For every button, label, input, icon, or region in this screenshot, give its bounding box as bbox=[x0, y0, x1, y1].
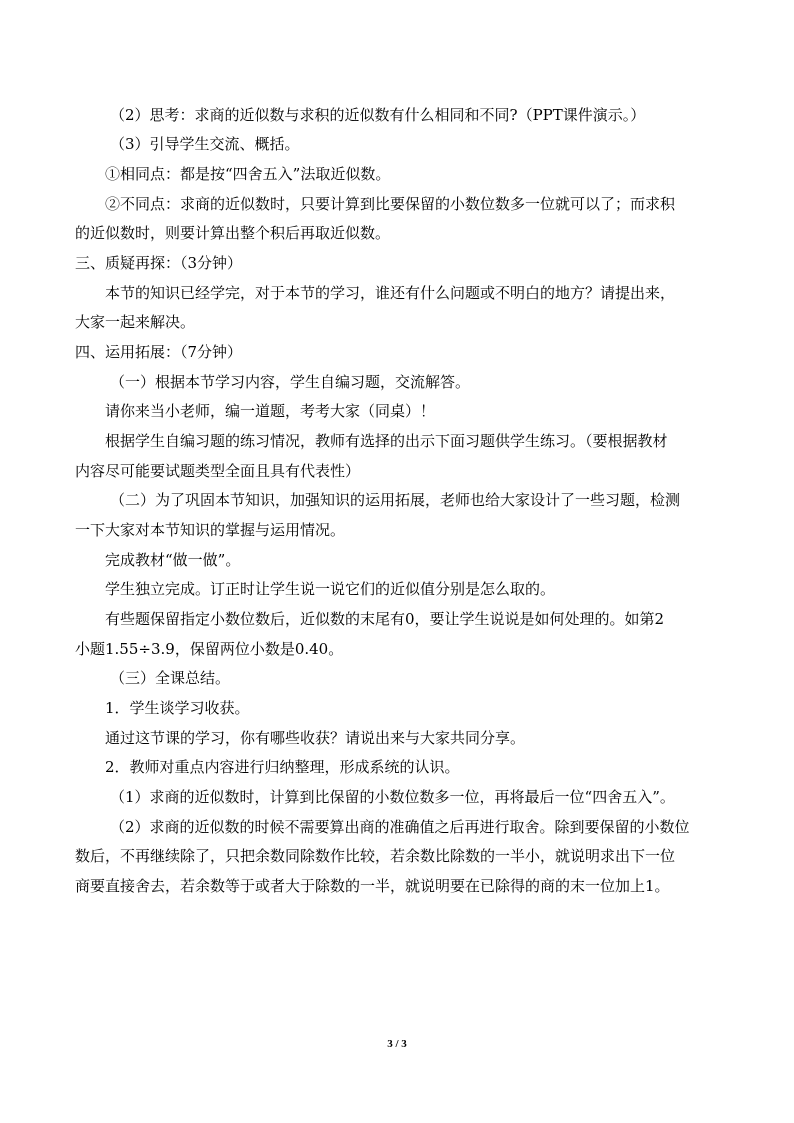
section-heading: 三、质疑再探：（3分钟） bbox=[75, 254, 243, 272]
paragraph-line: （二）为了巩固本节知识，加强知识的运用拓展，老师也给大家设计了一些习题，检测 bbox=[110, 491, 681, 509]
paragraph-line: 商要直接舍去，若余数等于或者大于除数的一半，就说明要在已除得的商的末一位加上1。 bbox=[75, 877, 670, 895]
page-number: 3 / 3 bbox=[387, 1038, 407, 1050]
paragraph-line: （2）求商的近似数的时候不需要算出商的准确值之后再进行取舍。除到要保留的小数位 bbox=[110, 818, 690, 836]
paragraph-line: 内容尽可能要试题类型全面且具有代表性） bbox=[75, 462, 361, 480]
paragraph-line: 学生独立完成。订正时让学生说一说它们的近似值分别是怎么取的。 bbox=[105, 580, 556, 598]
paragraph-line: （3）引导学生交流、概括。 bbox=[110, 135, 300, 153]
paragraph-line: 有些题保留指定小数位数后，近似数的末尾有0，要让学生说说是如何处理的。如第2 bbox=[105, 610, 665, 628]
paragraph-line: 2．教师对重点内容进行归纳整理，形成系统的认识。 bbox=[105, 758, 460, 776]
paragraph-line: （2）思考：求商的近似数与求积的近似数有什么相同和不同?（PPT课件演示。） bbox=[110, 106, 646, 124]
paragraph-line: 根据学生自编习题的练习情况，教师有选择的出示下面习题供学生练习。（要根据教材 bbox=[105, 432, 668, 450]
paragraph-line: 请你来当小老师，编一道题，考考大家（同桌）！ bbox=[105, 402, 436, 420]
paragraph-line: 数后，不再继续除了，只把余数同除数作比较，若余数比除数的一半小，就说明求出下一位 bbox=[75, 847, 676, 865]
paragraph-line: 1．学生谈学习收获。 bbox=[105, 699, 250, 717]
paragraph-line: （1）求商的近似数时，计算到比保留的小数位数多一位，再将最后一位“四舍五入”。 bbox=[110, 788, 675, 806]
paragraph-line: （三）全课总结。 bbox=[110, 669, 231, 687]
section-heading: 四、运用拓展：（7分钟） bbox=[75, 343, 243, 361]
paragraph-line: 大家一起来解决。 bbox=[75, 313, 196, 331]
paragraph-line: 小题1.55÷3.9，保留两位小数是0.40。 bbox=[75, 640, 344, 658]
paragraph-line: （一）根据本节学习内容，学生自编习题，交流解答。 bbox=[110, 373, 471, 391]
paragraph-line: 通过这节课的学习，你有哪些收获？请说出来与大家共同分享。 bbox=[105, 729, 526, 747]
paragraph-line: ①相同点：都是按“四舍五入”法取近似数。 bbox=[105, 165, 391, 183]
paragraph-line: 的近似数时，则要计算出整个积后再取近似数。 bbox=[75, 224, 391, 242]
paragraph-line: 一下大家对本节知识的掌握与运用情况。 bbox=[75, 521, 346, 539]
paragraph-line: ②不同点：求商的近似数时，只要计算到比要保留的小数位数多一位就可以了；而求积 bbox=[105, 195, 676, 213]
paragraph-line: 本节的知识已经学完，对于本节的学习，谁还有什么问题或不明白的地方？请提出来， bbox=[105, 284, 676, 302]
paragraph-line: 完成教材“做一做”。 bbox=[105, 551, 241, 569]
